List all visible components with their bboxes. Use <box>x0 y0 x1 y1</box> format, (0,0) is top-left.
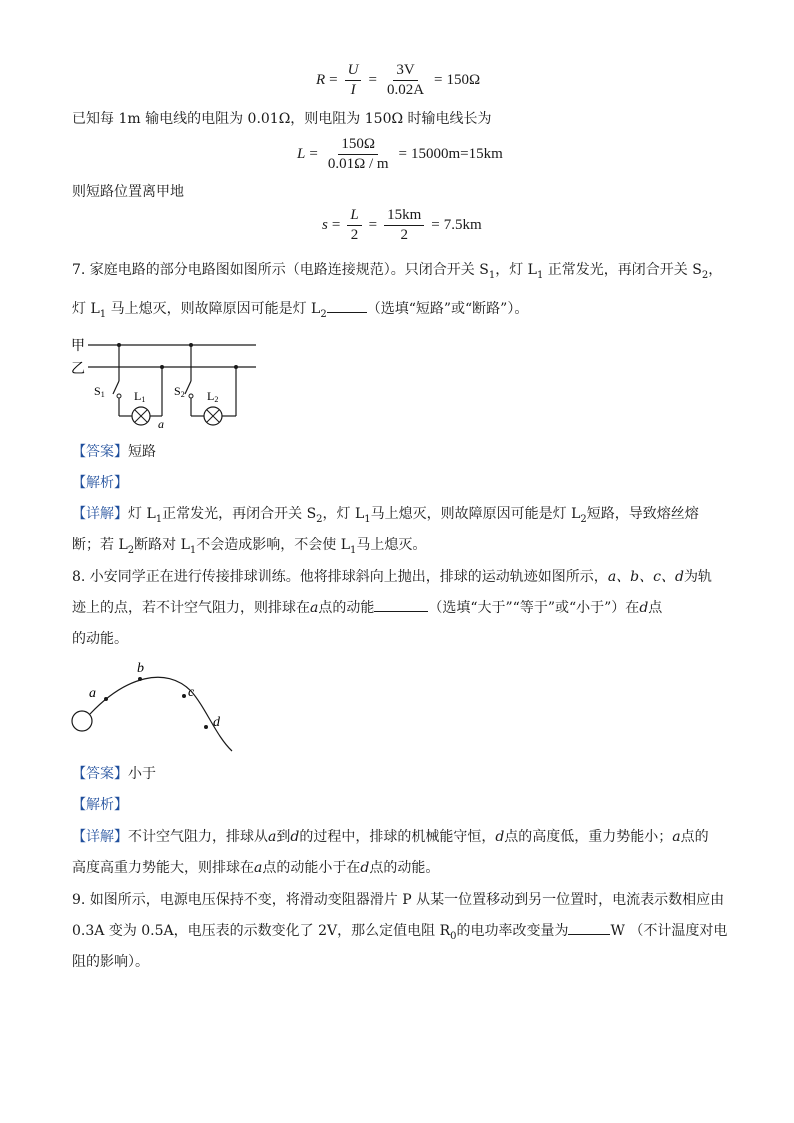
eq3-fraction-1: $\frac{L}{2}$ <box>347 207 361 244</box>
q8-detail-line-1: 【详解】不计空气阻力，排球从a到d的过程中，排球的机械能守恒，d点的高度低，重力势能小；a点的 <box>72 829 709 845</box>
q9-line-1: 9. 如图所示，电源电压保持不变，将滑动变阻器滑片 P 从某一位置移动到另一位置时，电流表示数相应由 <box>72 892 725 908</box>
eq1-lhs: R <box>316 72 326 88</box>
equation-distance: s = $\frac{L}{2}$ = $\frac{15km}{2}$ = 7.5km <box>322 207 482 243</box>
svg-text:c: c <box>188 685 195 700</box>
q8-answer: 【答案】小于 <box>72 766 156 782</box>
point-d <box>204 725 208 729</box>
eq1-result: 150Ω <box>446 72 481 88</box>
eq1-fraction-2: $\frac{3V}{0.02A}$ <box>386 62 425 98</box>
eq1-fraction-1: $\frac{U}{I}$ <box>345 62 362 99</box>
q8-trajectory-diagram <box>66 656 246 756</box>
q9-line-3: 阻的影响）。 <box>72 954 149 970</box>
eq3-fraction-2: $\frac{15km}{2}$ <box>384 207 424 244</box>
equation-resistance: R = $\frac{U}{I}$ = $\frac{3V}{0.02A}$ = 150Ω <box>316 62 481 98</box>
equation-length: L = $\frac{150\Omega}{0.01\Omega / m}$ = 15000m=15km <box>297 136 503 172</box>
svg-text:a: a <box>89 686 96 701</box>
point-b <box>138 677 142 681</box>
svg-text:d: d <box>213 715 220 730</box>
q7-circuit-diagram <box>70 336 270 431</box>
q8-answer-blank[interactable] <box>374 597 428 612</box>
q8-line-3: 的动能。 <box>72 631 128 647</box>
q7-answer-blank[interactable] <box>327 298 367 313</box>
svg-text:b: b <box>137 661 144 676</box>
q7-detail-line-2: 断；若 $L_2$断路对 $L_1$不会造成影响，不会使 $L_1$马上熄灭。 <box>72 537 427 556</box>
q9-answer-blank[interactable] <box>568 920 610 935</box>
q8-analysis-tag: 【解析】 <box>72 797 128 813</box>
q7-detail-line-1: 【详解】灯 $L_1$正常发光，再闭合开关 $S_2$，灯 $L_1$马上熄灭，则故障原因可能是灯 $L_2$短路，导致熔丝熔 <box>72 506 699 525</box>
eq3-result: 7.5km <box>443 217 482 233</box>
label-s1: S1 <box>94 384 105 399</box>
label-l2: L2 <box>207 389 219 404</box>
label-l1: L1 <box>134 389 146 404</box>
text-line-2: 则短路位置离甲地 <box>72 184 184 200</box>
q8-line-1: 8. 小安同学正在进行传接排球训练。他将排球斜向上抛出，排球的运动轨迹如图所示，a、b、c、d为轨 <box>72 569 712 585</box>
trajectory-curve <box>90 677 232 751</box>
label-jia: 甲 <box>71 339 85 354</box>
text-line-1: 已知每 1m 输电线的电阻为 0.01Ω，则电阻为 150Ω 时输电线长为 <box>72 111 492 127</box>
label-s2: S2 <box>174 384 185 399</box>
q7-line-1: 7. 家庭电路的部分电路图如图所示（电路连接规范）。只闭合开关 $S_1$，灯 $L_1$ 正常发光，再闭合开关 $S_2$， <box>72 262 723 281</box>
eq2-fraction: $\frac{150\Omega}{0.01\Omega / m}$ <box>327 136 389 172</box>
label-yi: 乙 <box>71 362 85 377</box>
q7-line-2: 灯 $L_1$ 马上熄灭，则故障原因可能是灯 $L_2$ （选填“短路”或“断路”）。 <box>72 298 722 326</box>
q7-answer: 【答案】短路 <box>72 444 156 460</box>
q7-analysis-tag: 【解析】 <box>72 475 128 491</box>
point-c <box>182 694 186 698</box>
volleyball-icon <box>72 711 92 731</box>
q8-line-2: 迹上的点，若不计空气阻力，则排球在a点的动能 （选填“大于”“等于”或“小于”）在d点 <box>72 597 722 619</box>
eq2-result: 15000m=15km <box>411 146 503 162</box>
label-a: a <box>158 417 164 431</box>
point-a <box>104 697 108 701</box>
q9-line-2: 0.3A 变为 0.5A，电压表的示数变化了 2V，那么定值电阻 $R_0$的电功率改变量为 W （不计温度对电 <box>72 920 722 948</box>
q8-detail-line-2: 高度高重力势能大，则排球在a点的动能小于在d点的动能。 <box>72 860 440 876</box>
